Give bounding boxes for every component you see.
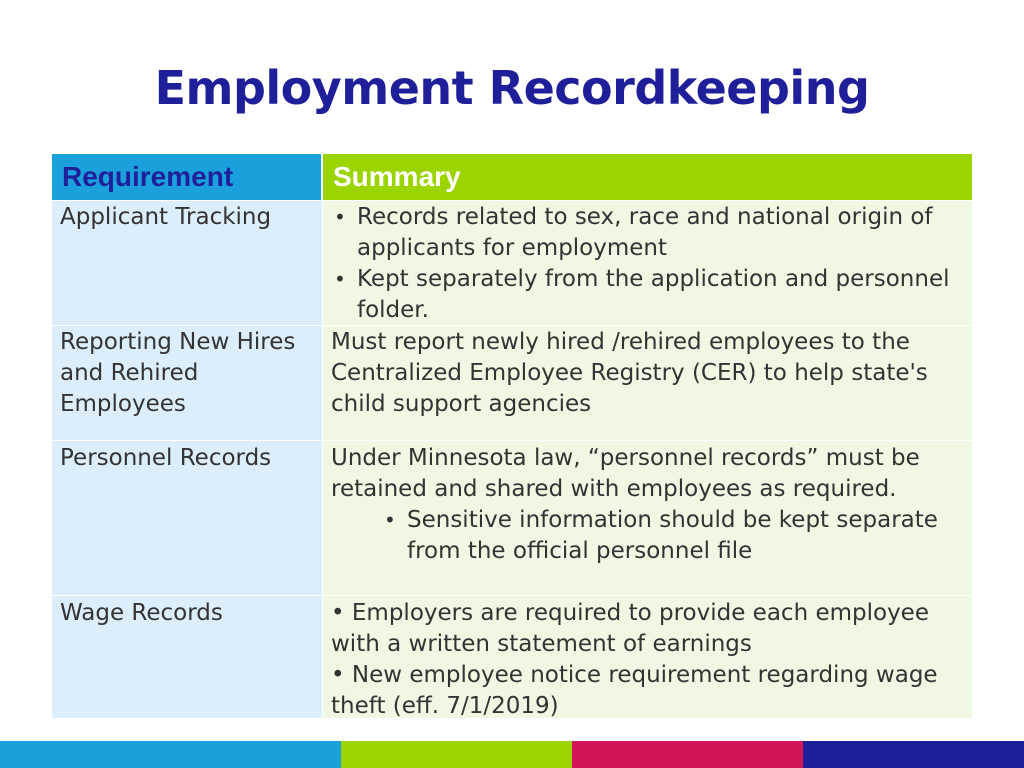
summary-reporting-new-hires: Must report newly hired /rehired employees to the Centralized Employee Registry (CER) to help state's child support agencies (323, 326, 972, 440)
bar-segment-blue (0, 741, 341, 768)
recordkeeping-table (52, 154, 972, 718)
summary-wage-records (323, 596, 972, 718)
personnel-records-text: Under Minnesota law, “personnel records” must be retained and shared with employees as required. (331, 445, 920, 502)
bullet-item: • Records related to sex, race and national origin of applicants for employment (331, 202, 964, 264)
summary-header: Summary (323, 154, 972, 200)
applicant-tracking-bullets (331, 202, 964, 325)
bullet-item: • Kept separately from the application and personnel folder. (331, 264, 964, 325)
summary-personnel-records (323, 441, 972, 595)
requirement-wage-records: Wage Records (52, 596, 323, 718)
bar-segment-navy (803, 741, 1024, 768)
requirement-personnel-records: Personnel Records (52, 441, 323, 595)
requirement-applicant-tracking: Applicant Tracking (52, 201, 323, 325)
personnel-records-bullets (331, 505, 964, 567)
bottom-color-bar (0, 741, 1024, 768)
summary-applicant-tracking (323, 201, 972, 325)
slide-title: Employment Recordkeeping (154, 61, 870, 115)
bar-segment-green (341, 741, 572, 768)
requirement-header: Requirement (52, 154, 323, 200)
bullet-item: • Sensitive information should be kept separate from the official personnel file (381, 505, 964, 567)
wage-line: • New employee notice requirement regarding wage theft (eff. 7/1/2019) (331, 660, 964, 718)
wage-line: • Employers are required to provide each employee with a written statement of earnings (331, 598, 964, 660)
bar-segment-magenta (572, 741, 803, 768)
requirement-reporting-new-hires: Reporting New Hires and Rehired Employees (52, 326, 323, 440)
